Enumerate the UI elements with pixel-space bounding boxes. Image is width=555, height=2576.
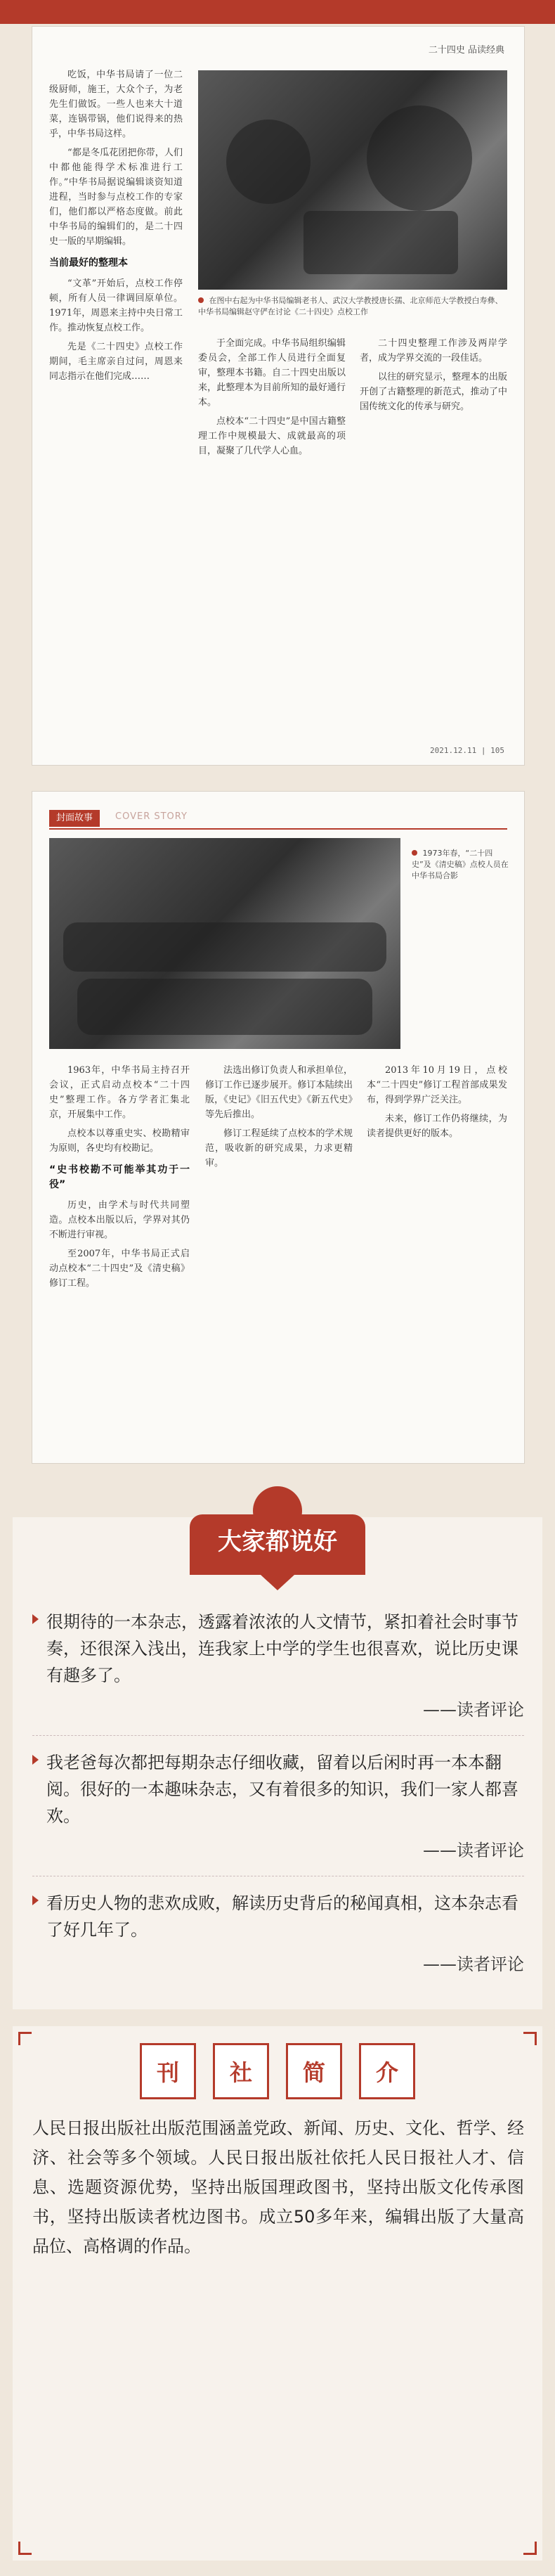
paragraph: 未来，修订工作仍将继续，为读者提供更好的版本。 <box>367 1114 507 1139</box>
article-column-1 <box>49 67 183 388</box>
about-body: 人民日报出版社出版范围涵盖党政、新闻、历史、文化、哲学、经济、社会等多个领域。人民日报出版社依托人民日报社人才、信息、选题资源优势，坚持出版国理政图书，坚持出版文化传承图书，坚持出版读者枕边图书。成立50多年来，编辑出版了大量高品位、高格调的作品。 <box>32 2118 524 2256</box>
arrow-marker-icon <box>32 1895 39 1905</box>
banner-rule <box>49 828 507 830</box>
magazine-scan-1 <box>32 27 524 765</box>
group-photo <box>49 838 400 1049</box>
review-item <box>32 1749 524 1861</box>
paragraph: 至2007年，中华书局正式启动点校本“二十四史”及《清史稿》修订工程。 <box>49 1249 190 1289</box>
review-author: ——读者评论 <box>423 1841 524 1860</box>
paragraph: 法选出修订负责人和承担单位，修订工作已逐步展开。修订本陆续出版，《史记》《旧五代史》《新五代史》等先后推出。 <box>205 1065 353 1120</box>
scan-header: 二十四史 品读经典 <box>428 45 504 56</box>
about-title <box>140 2043 415 2099</box>
paragraph: 1963年，中华书局主持召开会议，正式启动点校本“二十四史”整理工作。各方学者汇集北京，开展集中工作。 <box>49 1065 190 1120</box>
section-banner: 封面故事 <box>49 810 100 827</box>
photo-caption: 在图中右起为中华书局编辑老书人、武汉大学教授唐长孺、北京师范大学教授白寿彝、中华书局编辑赵守俨在讨论《二十四史》点校工作 <box>198 296 503 316</box>
article-column-1 <box>49 1063 190 1295</box>
paragraph: 以往的研究显示，整理本的出版开创了古籍整理的新范式，推动了中国传统文化的传承与研究。 <box>360 372 507 412</box>
group-photo-caption: 1973年春，“二十四史”及《清史稿》点校人员在中华书局合影 <box>412 849 509 880</box>
paragraph: 于全面完成。中华书局组织编辑委员会，全部工作人员进行全面复审，整理本书籍。自二十四史出版以来，此整理本为目前所知的最好通行本。 <box>198 338 346 408</box>
article-column-2 <box>205 1063 353 1175</box>
review-text: 我老爸每次都把每期杂志仔细收藏，留着以后闲时再一本本翻阅。很好的一本趣味杂志，又有着很多的知识，我们一家人都喜欢。 <box>46 1753 518 1826</box>
article-column-3 <box>367 1063 507 1145</box>
paragraph: “都是冬瓜花团把你带，人们中都他能得学术标准进行工作。”中华书局据说编辑谈资知道进程，当时参与点校工作的专家们，他们都以严格态度做。前此中华书局的编辑们的，是二十四史一版的早期编辑。 <box>49 148 183 247</box>
review-text: 很期待的一本杂志，透露着浓浓的人文情节，紧扣着社会时事节奏，还很深入浅出，连我家上中学的学生也很喜欢，说比历史课有趣多了。 <box>46 1612 518 1685</box>
article-column-2 <box>198 336 346 463</box>
title-char: 刊 <box>140 2043 196 2099</box>
paragraph: 2013年10月19日，点校本“二十四史”修订工程首部成果发布，得到学界广泛关注。 <box>367 1065 507 1105</box>
article-column-3 <box>360 336 507 418</box>
reviews-panel <box>13 1517 542 2009</box>
section-heading: “史书校勘不可能举其功于一役” <box>49 1164 190 1190</box>
paragraph: 吃饭，中华书局请了一位二级厨师，施王，大众个子，为老先生们做饭。一些人也来大十道菜，连锅带锅，他们说得来的热乎，中华书局这样。 <box>49 70 183 139</box>
section-heading: 当前最好的整理本 <box>49 257 128 269</box>
title-char: 社 <box>213 2043 269 2099</box>
paragraph: “文革”开始后，点校工作停顿，所有人员一律调回原单位。1971年，周恩来主持中央日常工作。推动恢复点校工作。 <box>49 278 183 333</box>
paragraph: 点校本以尊重史实、校勘精审为原则，各史均有校勘记。 <box>49 1128 190 1154</box>
paragraph: 历史，由学术与时代共同塑造。点校本出版以后，学界对其仍不断进行审视。 <box>49 1200 190 1240</box>
paragraph: 二十四史整理工作涉及两岸学者，成为学界交流的一段佳话。 <box>360 338 507 363</box>
arrow-marker-icon <box>32 1755 39 1765</box>
review-author: ——读者评论 <box>423 1700 524 1720</box>
title-char: 介 <box>359 2043 415 2099</box>
divider <box>32 1735 524 1736</box>
title-char: 简 <box>286 2043 342 2099</box>
top-color-strip <box>0 0 555 24</box>
review-item <box>32 1890 524 1975</box>
about-panel <box>13 2026 542 2561</box>
review-author: ——读者评论 <box>423 1954 524 1974</box>
caption-bullet-icon <box>198 297 204 303</box>
review-item <box>32 1609 524 1720</box>
paragraph: 点校本“二十四史”是中国古籍整理工作中规模最大、成就最高的项目，凝聚了几代学人心血。 <box>198 416 346 456</box>
arrow-marker-icon <box>32 1614 39 1624</box>
magazine-scan-2 <box>32 792 524 1463</box>
reviews-title: 大家都说好 <box>190 1514 365 1575</box>
scan-footer: 2021.12.11 | 105 <box>430 746 504 755</box>
historic-photo <box>198 70 507 290</box>
section-banner-en: COVER STORY <box>115 811 188 822</box>
review-text: 看历史人物的悲欢成败，解读历史背后的秘闻真相，这本杂志看了好几年了。 <box>46 1893 518 1940</box>
paragraph: 先是《二十四史》点校工作期间，毛主席亲自过问，周恩来同志指示在他们完成…… <box>49 342 183 382</box>
caption-bullet-icon <box>412 850 417 856</box>
paragraph: 修订工程延续了点校本的学术规范，吸收新的研究成果，力求更精审。 <box>205 1128 353 1168</box>
